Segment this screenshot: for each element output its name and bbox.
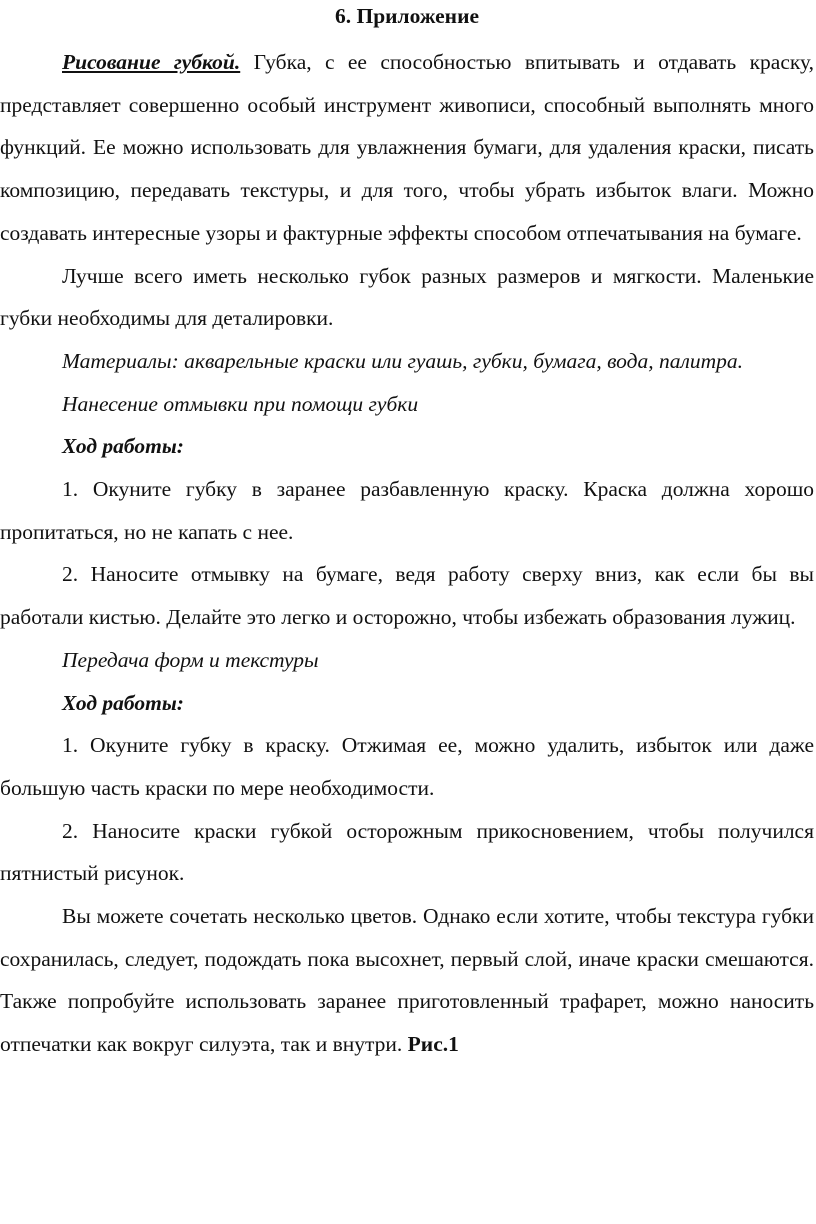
- section2-title: Передача форм и текстуры: [62, 647, 319, 672]
- sponge-sizes-paragraph: Лучше всего иметь несколько губок разных размеров и мягкости. Маленькие губки необходимы для деталировки.: [0, 263, 814, 331]
- figure-reference: Рис.1: [407, 1032, 459, 1057]
- intro-text: Губка, с ее способностью впитывать и отдавать краску, представляет совершенно особый инструмент живописи, способный выполнять много функций. Ее можно использовать для увлажнения бумаги, для удаления краски, писать композицию, передавать текстуры, и для того, чтобы убрать избыток влаги. Можно создавать интересные узоры и фактурные эффекты способом отпечатывания на бумаге.: [0, 50, 814, 245]
- materials-paragraph: Материалы: акварельные краски или гуашь, губки, бумага, вода, палитра.: [62, 348, 744, 373]
- section1-work-label: Ход работы:: [62, 434, 184, 459]
- section2-work-label: Ход работы:: [62, 690, 184, 715]
- section2-step-2: 2. Наносите краски губкой осторожным прикосновением, чтобы получился пятнистый рисунок.: [0, 818, 814, 886]
- section-heading: 6. Приложение: [334, 4, 479, 28]
- intro-lead-term: Рисование губкой.: [62, 50, 241, 74]
- final-text: Вы можете сочетать несколько цветов. Однако если хотите, чтобы текстура губки сохранилась, следует, подождать пока высохнет, первый слой, иначе краски смешаются. Также попробуйте использовать заранее приготовленный трафарет, можно наносить отпечатки как вокруг силуэта, так и внутри.: [0, 904, 814, 1057]
- section1-title: Нанесение отмывки при помощи губки: [62, 391, 419, 416]
- section1-step-1: 1. Окуните губку в заранее разбавленную краску. Краска должна хорошо пропитаться, но не капать с нее.: [0, 477, 814, 544]
- intro-paragraph: [0, 41, 814, 255]
- section2-step-1: 1. Окуните губку в краску. Отжимая ее, можно удалить, избыток или даже большую часть краски по мере необходимости.: [0, 733, 814, 800]
- section1-step-2: 2. Наносите отмывку на бумаге, ведя работу сверху вниз, как если бы вы работали кистью. Делайте это легко и осторожно, чтобы избежать образования лужиц.: [0, 562, 814, 630]
- final-paragraph: [0, 895, 814, 1066]
